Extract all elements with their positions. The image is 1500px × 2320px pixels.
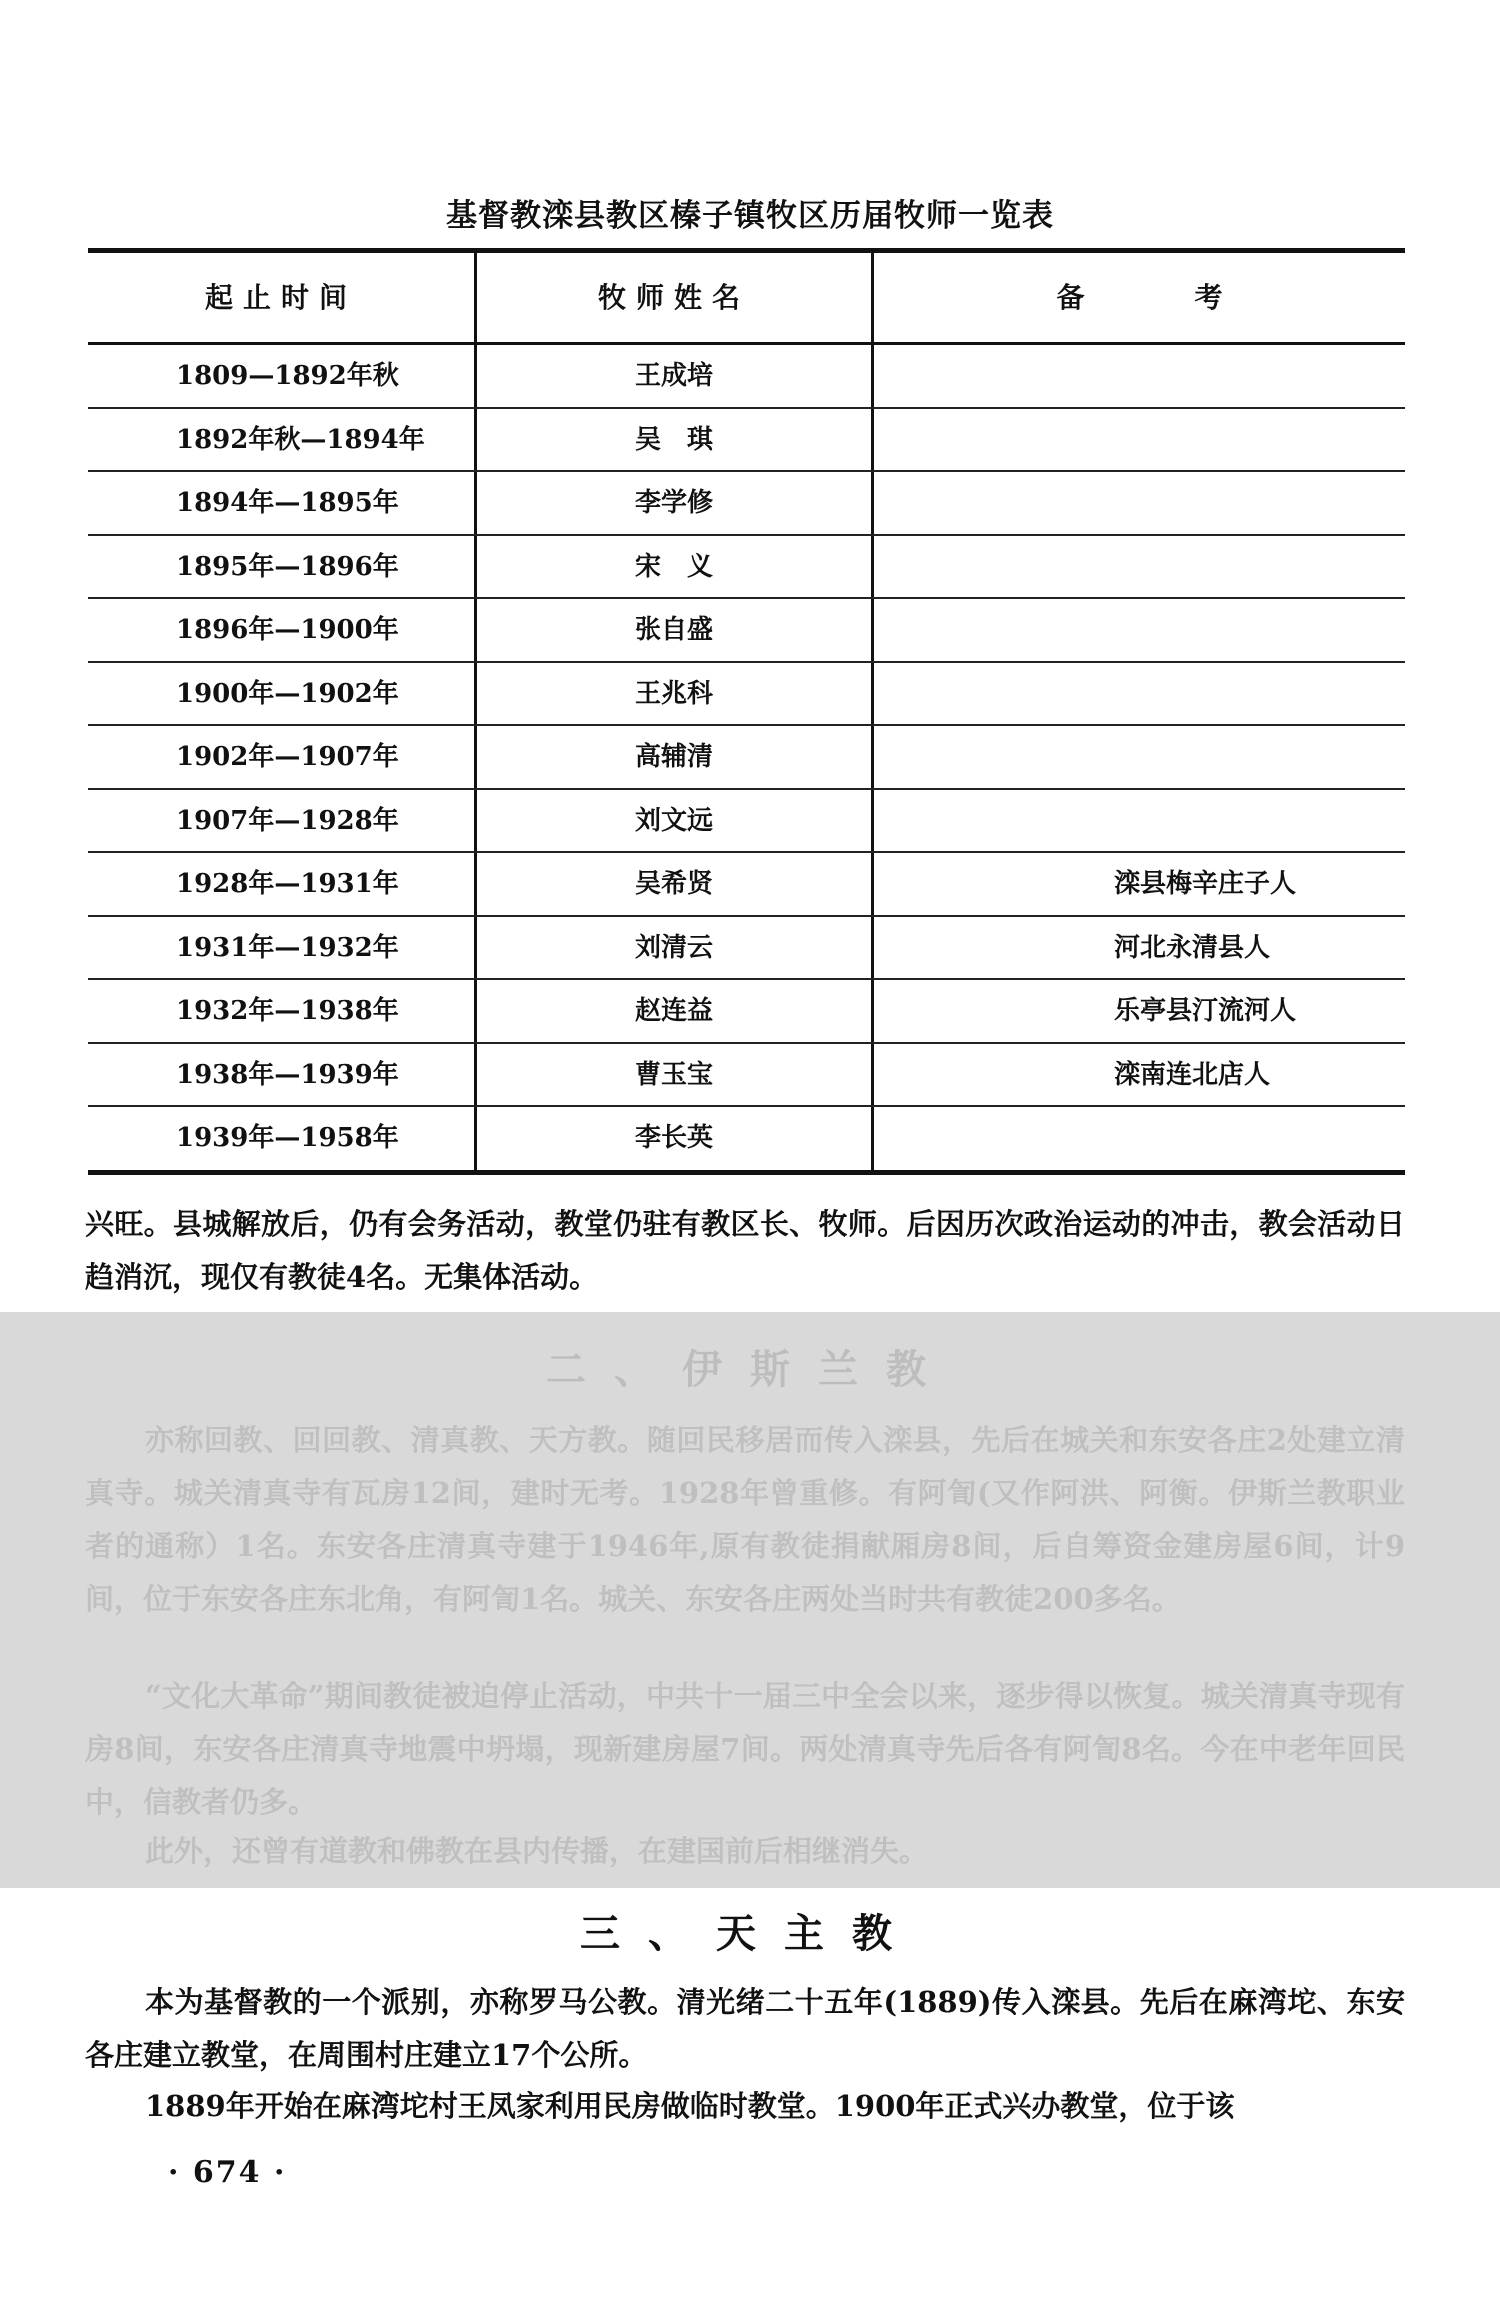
section-heading-catholic: 三、天主教 xyxy=(580,1910,920,1957)
table-row xyxy=(88,1107,1405,1171)
islam-paragraph-2: “文化大革命”期间教徒被迫停止活动，中共十一届三中全会以来，逐步得以恢复。城关清真寺现有房8间，东安各庄清真寺地震中坍塌，现新建房屋7间。两处清真寺先后各有阿訇8名。今在中老年回民中，信教者仍多。 xyxy=(85,1679,1405,1819)
cell-note xyxy=(874,1107,1405,1170)
faded-section-islam xyxy=(0,1312,1500,1888)
cell-note: 乐亭县汀流河人 xyxy=(1114,996,1297,1026)
cell-note xyxy=(874,472,1405,535)
cell-note xyxy=(874,345,1405,408)
cell-pastor: 赵连益 xyxy=(634,996,713,1026)
cell-note xyxy=(874,790,1405,853)
table-bottom-rule xyxy=(88,1170,1405,1175)
cell-pastor: 刘文远 xyxy=(634,805,713,836)
table-row xyxy=(88,1044,1405,1108)
cell-pastor: 张自盛 xyxy=(634,615,713,645)
cell-period: 1907年—1928年 xyxy=(176,805,399,836)
cell-period: 1932年—1938年 xyxy=(176,996,399,1026)
cell-period: 1894年—1895年 xyxy=(176,488,399,518)
table-row xyxy=(88,536,1405,600)
cell-note xyxy=(874,726,1405,789)
cell-period: 1896年—1900年 xyxy=(176,615,399,645)
cell-note: 滦县梅辛庄子人 xyxy=(1114,869,1297,899)
table-row xyxy=(88,599,1405,663)
table-row xyxy=(88,853,1405,917)
table-body xyxy=(88,345,1405,1171)
cell-period: 1895年—1896年 xyxy=(176,551,399,582)
page-number: · 674 · xyxy=(168,2155,287,2190)
cell-note: 滦南连北店人 xyxy=(1114,1059,1271,1090)
table-title: 基督教滦县教区榛子镇牧区历届牧师一览表 xyxy=(446,198,1054,234)
cell-pastor: 王成培 xyxy=(634,361,713,391)
cell-pastor: 刘清云 xyxy=(634,932,713,963)
cell-period: 1938年—1939年 xyxy=(176,1059,399,1090)
table-row xyxy=(88,917,1405,981)
cell-period: 1939年—1958年 xyxy=(176,1123,399,1153)
cell-period: 1892年秋—1894年 xyxy=(176,424,425,455)
table-row xyxy=(88,663,1405,727)
header-period: 起止时间 xyxy=(204,281,357,314)
catholic-paragraph-1: 本为基督教的一个派别，亦称罗马公教。清光绪二十五年(1889)传入滦县。先后在麻湾坨、东安各庄建立教堂，在周围村庄建立17个公所。 xyxy=(85,1985,1405,2072)
table-row xyxy=(88,726,1405,790)
cell-pastor: 吴希贤 xyxy=(634,869,713,899)
cell-period: 1928年—1931年 xyxy=(176,869,399,899)
cell-note xyxy=(874,663,1405,726)
header-pastor: 牧师姓名 xyxy=(597,281,750,314)
cell-note xyxy=(874,536,1405,599)
catholic-paragraph-2: 1889年开始在麻湾坨村王凤家利用民房做临时教堂。1900年正式兴办教堂，位于该 xyxy=(145,2089,1235,2123)
cell-pastor: 李学修 xyxy=(634,488,713,518)
cell-period: 1809—1892年秋 xyxy=(176,361,399,391)
header-note: 备考 xyxy=(1056,281,1333,314)
cell-pastor: 曹玉宝 xyxy=(634,1059,713,1090)
cell-pastor: 宋 义 xyxy=(634,551,713,582)
table-row xyxy=(88,790,1405,854)
islam-paragraph-3: 此外，还曾有道教和佛教在县内传播，在建国前后相继消失。 xyxy=(145,1834,929,1868)
pastor-table xyxy=(88,248,1405,1176)
islam-paragraph-1: 亦称回教、回回教、清真教、天方教。随回民移居而传入滦县，先后在城关和东安各庄2处建立清真寺。城关清真寺有瓦房12间，建时无考。1928年曾重修。有阿訇(又作阿洪、阿衡。伊斯兰教职业者的通称）1名。东安各庄清真寺建于1946年,原有教徒捐献厢房8间，后自筹资金建房屋6间，计9间，位于东安各庄东北角，有阿訇1名。城关、东安各庄两处当时共有教徒200多名。 xyxy=(85,1423,1405,1616)
cell-note xyxy=(874,599,1405,662)
cell-pastor: 王兆科 xyxy=(634,678,713,709)
cell-pastor: 吴 琪 xyxy=(634,424,713,455)
table-row xyxy=(88,409,1405,473)
cell-period: 1931年—1932年 xyxy=(176,932,399,963)
cell-period: 1902年—1907年 xyxy=(176,742,399,772)
table-header-row xyxy=(88,253,1405,342)
cell-pastor: 李长英 xyxy=(634,1123,713,1153)
cell-pastor: 高辅清 xyxy=(634,742,713,772)
cell-period: 1900年—1902年 xyxy=(176,678,399,709)
table-row xyxy=(88,980,1405,1044)
table-row xyxy=(88,472,1405,536)
cell-note: 河北永清县人 xyxy=(1114,932,1271,963)
cell-note xyxy=(874,409,1405,472)
table-row xyxy=(88,345,1405,409)
continuation-paragraph: 兴旺。县城解放后，仍有会务活动，教堂仍驻有教区长、牧师。后因历次政治运动的冲击，教会活动日趋消沉，现仅有教徒4名。无集体活动。 xyxy=(85,1207,1405,1294)
section-heading-islam: 二、伊斯兰教 xyxy=(546,1346,954,1393)
